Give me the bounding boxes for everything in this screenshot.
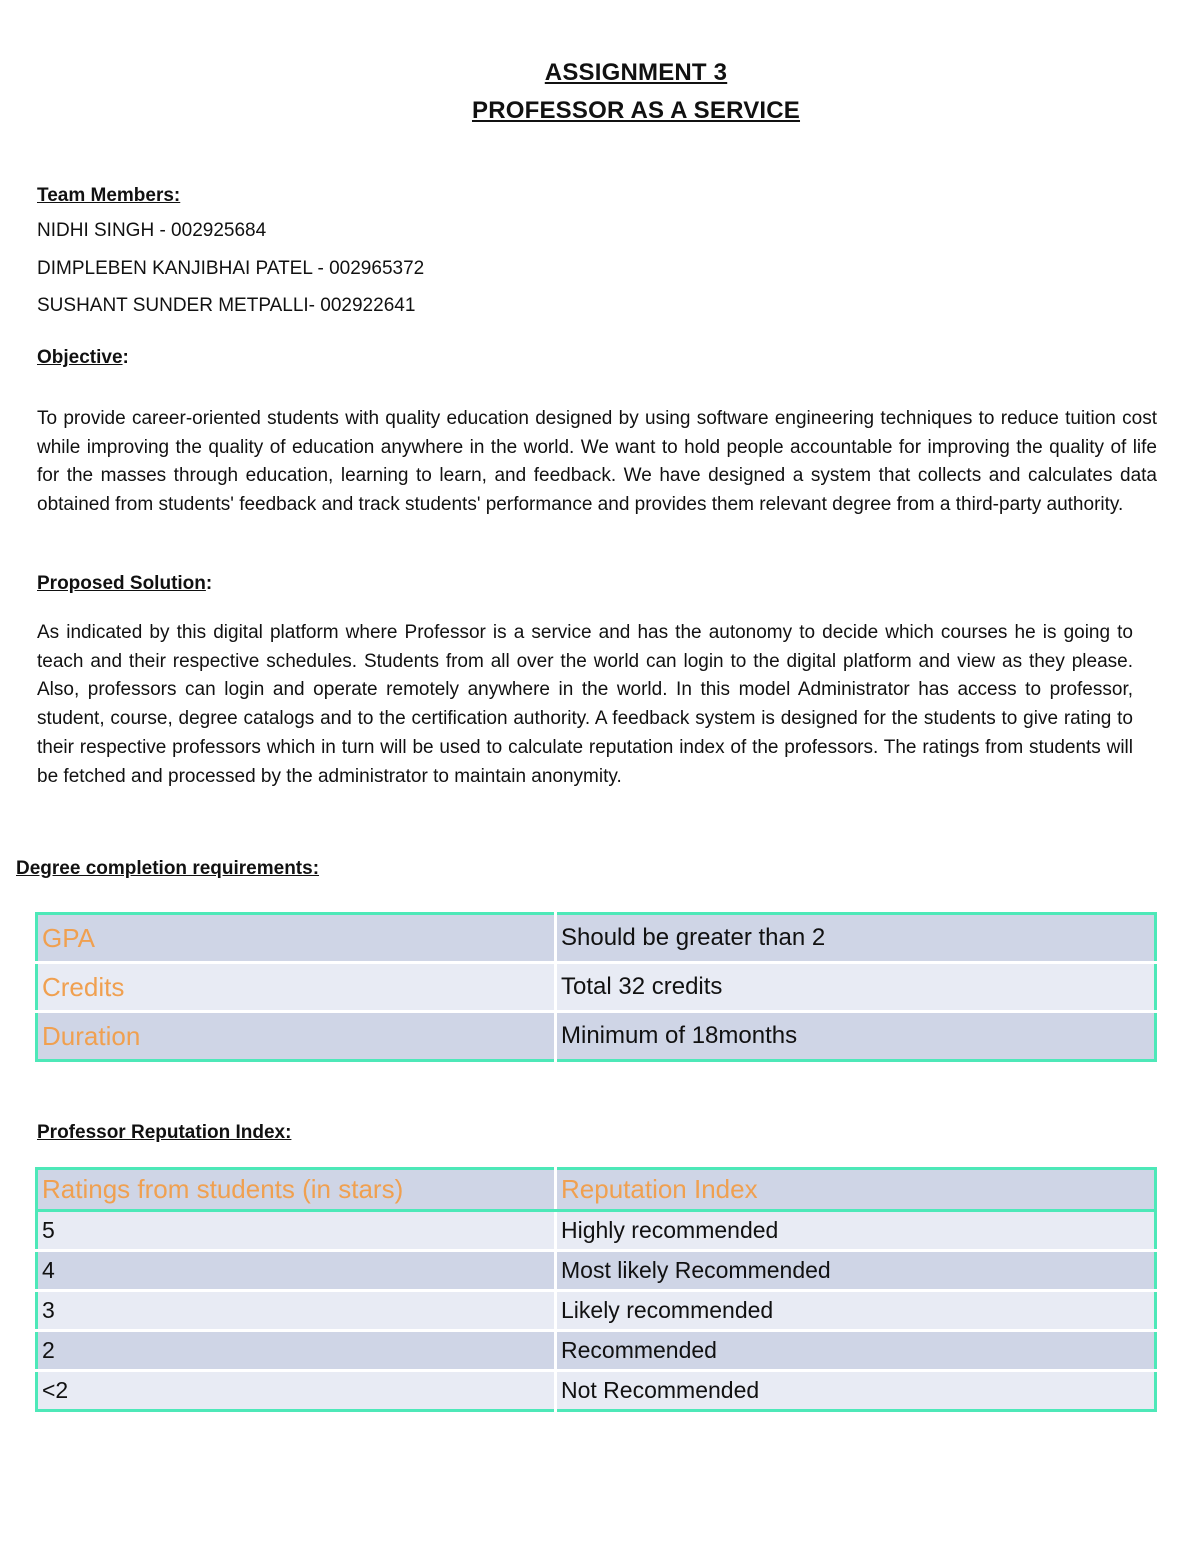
column-header-ratings: Ratings from students (in stars) — [37, 1169, 556, 1211]
reputation-cell: Recommended — [556, 1331, 1156, 1371]
reputation-cell: Not Recommended — [561, 1377, 760, 1403]
table-row — [37, 1012, 1156, 1061]
objective-heading-text: Objective — [37, 347, 123, 368]
degree-requirements-table — [35, 912, 1157, 1062]
degree-label-duration: Duration — [37, 1012, 556, 1061]
reputation-index-heading-text: Professor Reputation Index: — [37, 1122, 292, 1143]
table-row — [37, 963, 1156, 1012]
table-header-row — [37, 1169, 1156, 1211]
proposed-solution-heading — [37, 573, 212, 595]
degree-value-credits: Total 32 credits — [556, 963, 1156, 1012]
objective-heading-colon: : — [122, 347, 129, 368]
reputation-cell: Most likely Recommended — [556, 1251, 1156, 1291]
table-row — [37, 1371, 1156, 1411]
degree-requirements-heading-text: Degree completion requirements: — [16, 858, 320, 879]
rating-cell: <2 — [37, 1371, 556, 1411]
proposed-solution-paragraph: As indicated by this digital platform where Professor is a service and has the autonomy to decide which courses he is going to teach and their respective schedules. Students from all over the world can login to the digital platform and view as they please. Also, professors can login and operate remotely anywhere in the world. In this model Administrator has access to professor, student, course, degree catalogs and to the certification authority. A feedback system is designed for the students to give rating to their respective professors which in turn will be used to calculate reputation index of the professors. The ratings from students will be fetched and processed by the administrator to maintain anonymity. — [37, 622, 1133, 787]
team-member-3: SUSHANT SUNDER METPALLI- 002922641 — [37, 295, 416, 316]
table-row — [37, 1251, 1156, 1291]
table-row — [37, 1211, 1156, 1251]
team-member-2: DIMPLEBEN KANJIBHAI PATEL - 002965372 — [37, 258, 425, 279]
reputation-index-table — [35, 1167, 1157, 1412]
column-header-reputation: Reputation Index — [556, 1169, 1156, 1211]
rating-cell: 5 — [37, 1211, 556, 1251]
rating-cell: 2 — [37, 1331, 556, 1371]
proposed-solution-heading-colon: : — [205, 573, 213, 594]
rating-cell: 3 — [37, 1291, 556, 1331]
table-row — [37, 914, 1156, 963]
document-title: ASSIGNMENT 3 — [544, 59, 728, 86]
degree-value-gpa: Should be greater than 2 — [556, 914, 1156, 963]
rating-cell: 4 — [37, 1251, 556, 1291]
team-member-1: NIDHI SINGH - 002925684 — [37, 220, 267, 241]
degree-requirements-heading — [16, 858, 319, 880]
table-row — [37, 1331, 1156, 1371]
objective-paragraph: To provide career-oriented students with quality education designed by using software engineering techniques to reduce tuition cost while improving the quality of education anywhere in the world. We want to hold people accountable for improving the quality of life for the masses through education, learning to learn, and feedback. We have designed a system that collects and calculates data obtained from students' feedback and track students' performance and provides them relevant degree from a third-party authority. — [37, 408, 1157, 515]
degree-label-credits: Credits — [37, 963, 556, 1012]
team-members-heading-text: Team Members: — [37, 185, 181, 206]
reputation-index-heading — [37, 1122, 291, 1144]
reputation-cell: Likely recommended — [556, 1291, 1156, 1331]
degree-label-gpa: GPA — [37, 914, 556, 963]
team-members-heading — [37, 185, 180, 207]
table-row — [37, 1291, 1156, 1331]
objective-heading — [37, 347, 129, 369]
document-subtitle: PROFESSOR AS A SERVICE — [471, 97, 801, 124]
reputation-cell: Highly recommended — [556, 1211, 1156, 1251]
degree-value-duration: Minimum of 18months — [561, 1022, 798, 1049]
proposed-solution-heading-text: Proposed Solution — [37, 573, 206, 594]
